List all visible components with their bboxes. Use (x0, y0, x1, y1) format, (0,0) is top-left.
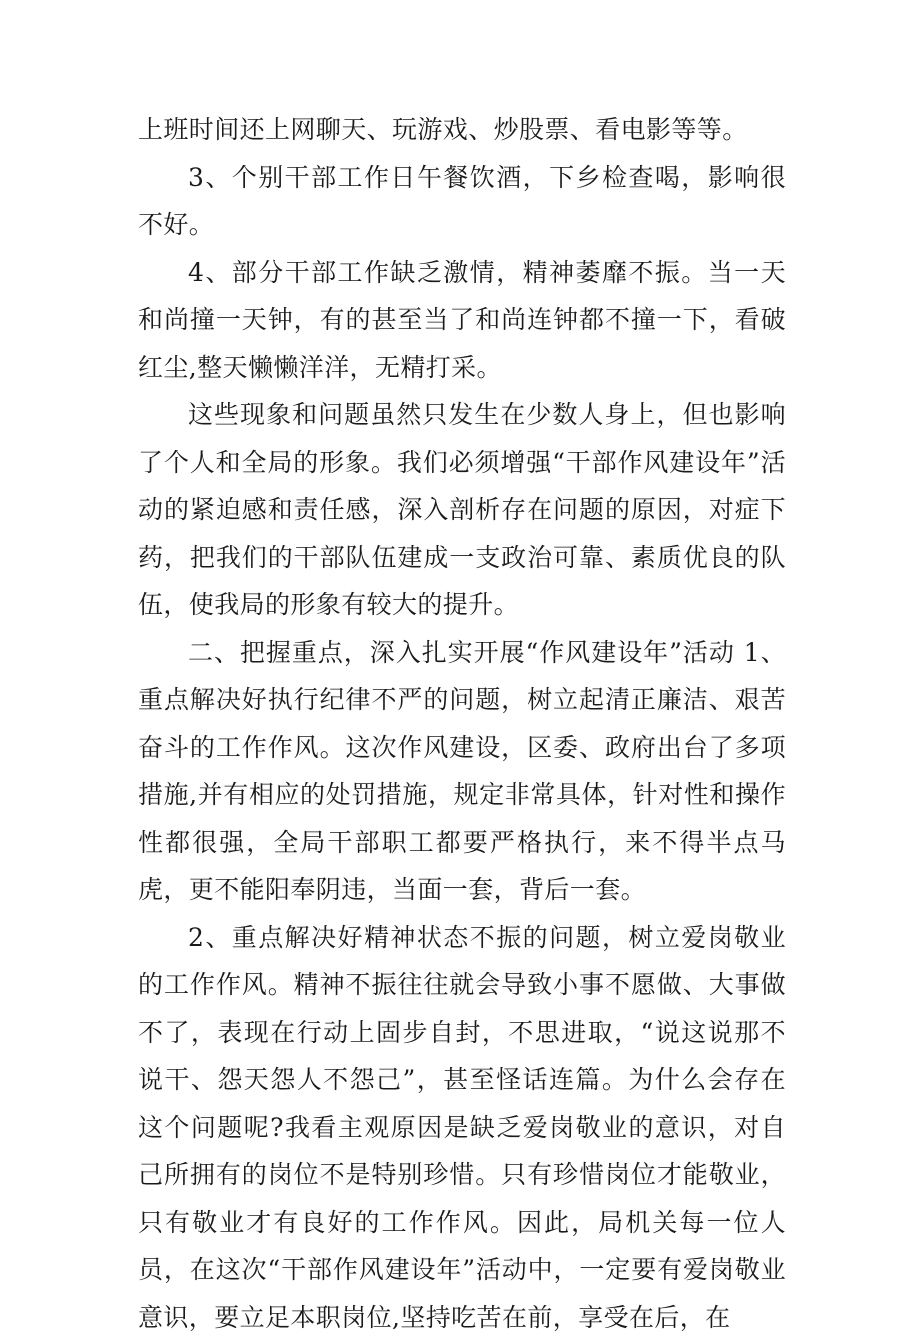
paragraph-4: 这些现象和问题虽然只发生在少数人身上，但也影响了个人和全局的形象。我们必须增强“干部作风建设年”活动的紧迫感和责任感，深入剖析存在问题的原因，对症下药，把我们的干部队伍建成一支政治可靠、素质优良的队伍，使我局的形象有较大的提升。 (138, 391, 786, 629)
paragraph-5: 二、把握重点，深入扎实开展“作风建设年”活动 1、重点解决好执行纪律不严的问题，树立起清正廉洁、艰苦奋斗的工作作风。这次作风建设，区委、政府出台了多项措施,并有相应的处罚措施，规定非常具体，针对性和操作性都很强，全局干部职工都要严格执行，来不得半点马虎，更不能阳奉阴违，当面一套，背后一套。 (138, 629, 786, 914)
paragraph-6: 2、重点解决好精神状态不振的问题，树立爱岗敬业的工作作风。精神不振往往就会导致小事不愿做、大事做不了，表现在行动上固步自封，不思进取，“说这说那不说干、怨天怨人不怨己”，甚至怪话连篇。为什么会存在这个问题呢?我看主观原因是缺乏爱岗敬业的意识，对自己所拥有的岗位不是特别珍惜。只有珍惜岗位才能敬业，只有敬业才有良好的工作作风。因此，局机关每一位人员，在这次“干部作风建设年”活动中，一定要有爱岗敬业意识，要立足本职岗位,坚持吃苦在前，享受在后，在 (138, 914, 786, 1341)
paragraph-3: 4、部分干部工作缺乏激情，精神萎靡不振。当一天和尚撞一天钟，有的甚至当了和尚连钟都不撞一下，看破红尘,整天懒懒洋洋，无精打采。 (138, 249, 786, 392)
paragraph-1: 上班时间还上网聊天、玩游戏、炒股票、看电影等等。 (138, 106, 786, 154)
paragraph-2: 3、个别干部工作日午餐饮酒，下乡检查喝，影响很不好。 (138, 154, 786, 249)
document-page (138, 106, 786, 1341)
